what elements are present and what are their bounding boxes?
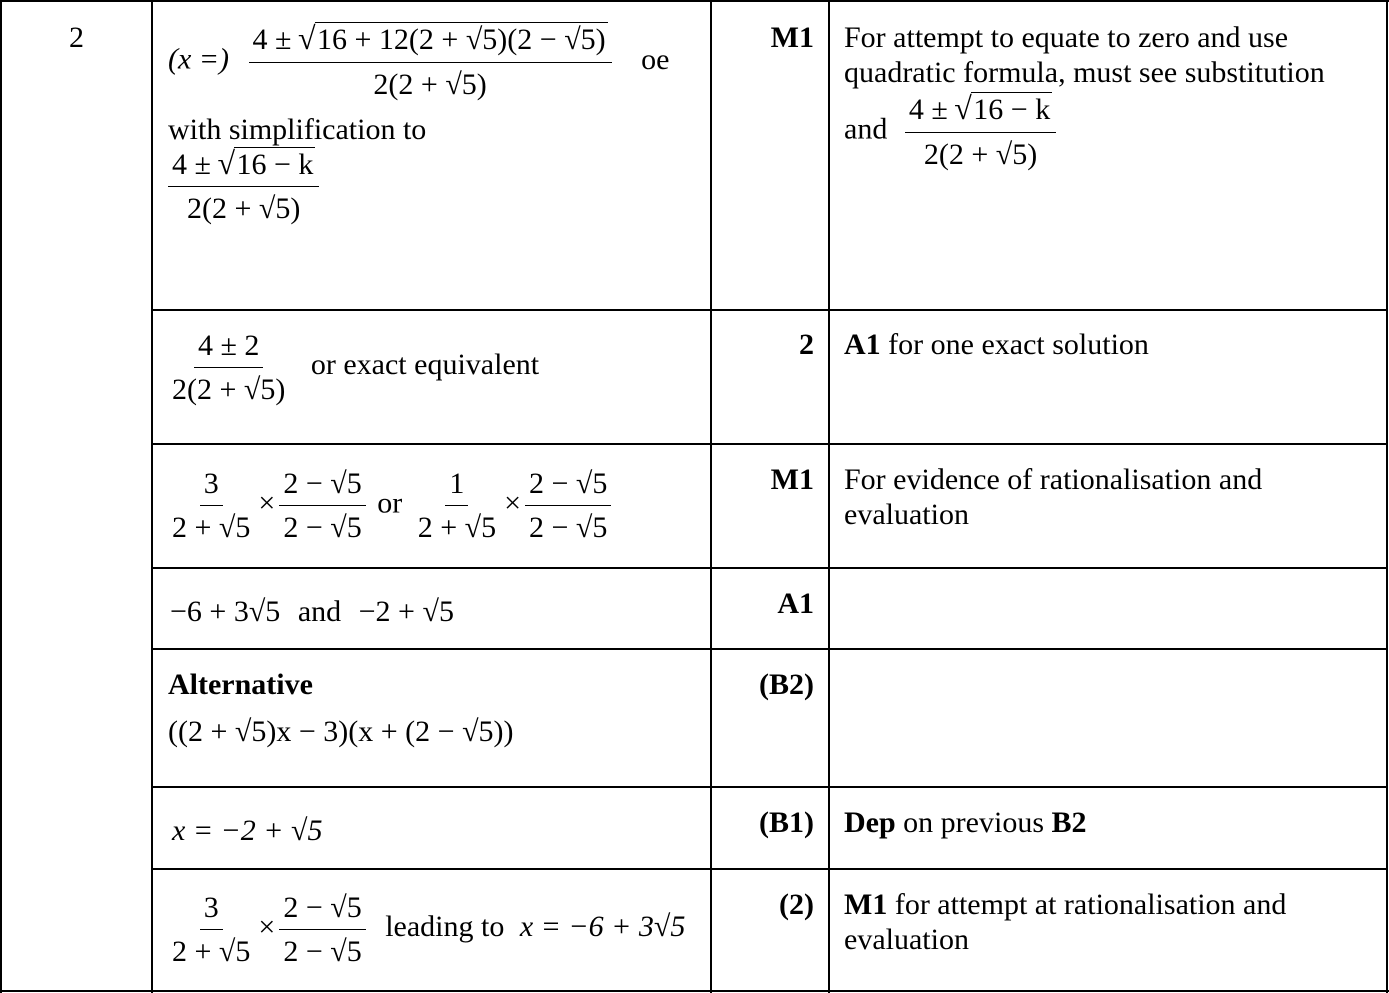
simplified-fraction: $\frac{4 \pm √ 16 - k}{2(2 + √5)}$ <box>168 147 319 227</box>
working-row-1 <box>168 22 703 226</box>
note-row-1: For attempt to equate to zero and use quadratic formula, must see substitution and $\frac{4 \pm √ 16 - k}{2(2 + √5)}$ <box>844 20 1382 172</box>
mark-row-5: (B2) <box>759 668 814 701</box>
x-label: (x =) <box>168 42 230 76</box>
working-row-6: x = −2 + √5 <box>172 814 323 847</box>
exact-fraction: $\frac{4 \pm 2}{2(2 + √5)}$ <box>172 329 286 406</box>
oe-label: oe <box>641 42 670 76</box>
mark-row-7: (2) <box>779 888 814 921</box>
factorised-expression: ((2 + √5)x − 3)(x + (2 − √5)) <box>168 715 514 748</box>
note-row-7: M1 for attempt at rationalisation and evaluation <box>844 888 1287 956</box>
simplification-text: with simplification to <box>168 112 427 146</box>
alternative-heading: Alternative <box>168 668 313 701</box>
mark-row-2: 2 <box>799 328 814 361</box>
rationalising-fraction: $\frac{2 - √5}{2 - √5}$ <box>279 466 365 545</box>
note-row-3: For evidence of rationalisation and evaluation <box>844 463 1263 531</box>
mark-row-6: (B1) <box>759 806 814 839</box>
working-row-3: $\frac{3}{2 + √5}$ × $\frac{2 - √5}{2 - √5}$ or $\frac{1}{2 + √5}$ × $\frac{2 - √5}{2 - √5}$ <box>168 466 703 545</box>
fraction-1-over: $\frac{1}{2 + √5}$ <box>417 467 497 544</box>
working-row-4: −6 + 3√5 and −2 + √5 <box>170 595 454 628</box>
note-row-2: A1 for one exact solution <box>844 328 1149 361</box>
mark-row-1: M1 <box>770 21 814 54</box>
working-row-5 <box>168 667 703 749</box>
mark-row-4: A1 <box>777 587 814 620</box>
question-number: 2 <box>69 21 84 54</box>
mark-row-3: M1 <box>770 463 814 496</box>
quadratic-formula-fraction: $\frac{4 \pm √ 16 + 12(2 + √5)(2 - √5)}{2(2 + √5)}$ <box>249 22 612 102</box>
working-row-2: $\frac{4 \pm 2}{2(2 + √5)}$ or exact equivalent <box>168 328 703 407</box>
note-row-6: Dep on previous B2 <box>844 806 1087 839</box>
rationalising-fraction-2: $\frac{2 - √5}{2 - √5}$ <box>525 466 611 545</box>
working-row-7: $\frac{3}{2 + √5}$ × $\frac{2 - √5}{2 - √5}$ leading to x = −6 + 3√5 <box>172 891 686 968</box>
note-fraction: $\frac{4 \pm √ 16 - k}{2(2 + √5)}$ <box>905 92 1056 172</box>
fraction-3-over: $\frac{3}{2 + √5}$ <box>172 467 251 544</box>
